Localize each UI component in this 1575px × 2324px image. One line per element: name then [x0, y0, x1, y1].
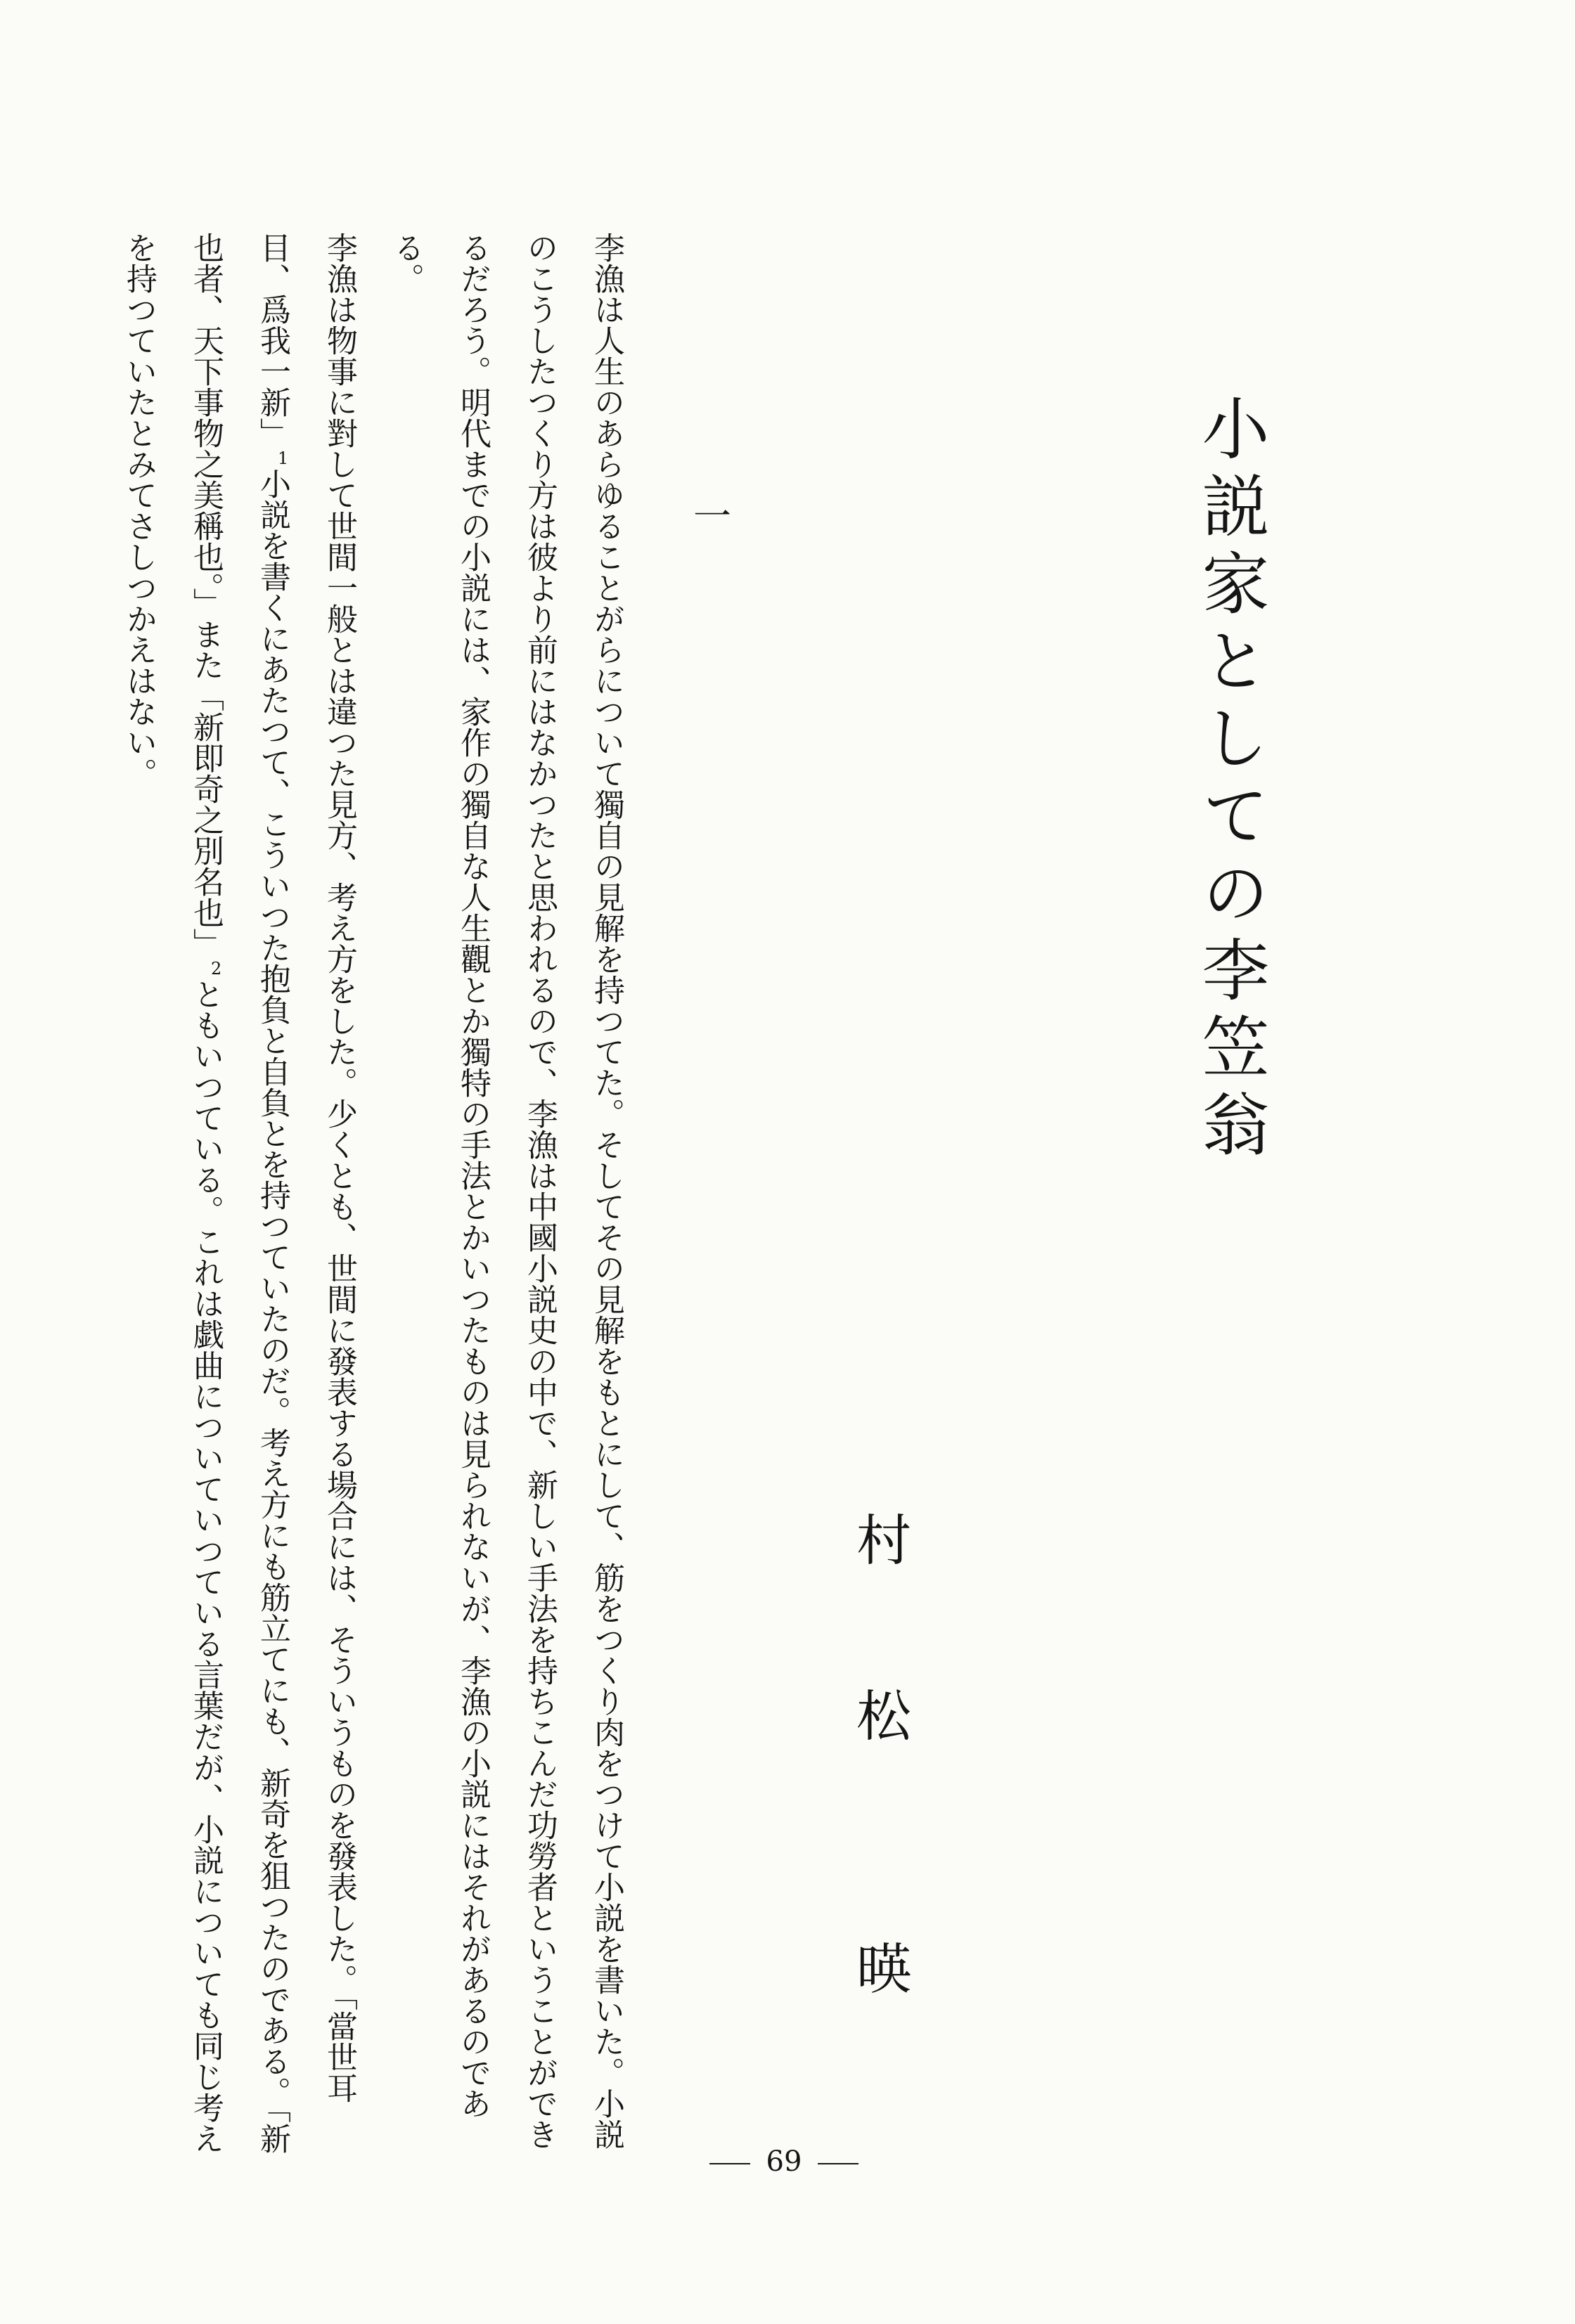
- section-number: 一: [693, 494, 731, 538]
- page-number-value: 69: [766, 2145, 802, 2178]
- footnote-marker: 1: [273, 448, 293, 468]
- author-name: [847, 1511, 911, 2003]
- article-title: 小説家としての李笠翁: [1191, 394, 1270, 1167]
- author-char-2: 松: [847, 1687, 911, 1742]
- body-text: [120, 232, 640, 2158]
- footnote-marker: 2: [206, 959, 226, 979]
- page-number-right-dash: [818, 2163, 859, 2164]
- paragraph-segment: 小説を書くにあたつて、こういつた抱負と自負とを持つていたのだ。考え方にも筋立てにも、新奇を狙つたのである。「新也者、天下事物之美稱也。」また「新即奇之別名也」: [188, 232, 290, 2154]
- author-char-3: 暎: [847, 1940, 911, 1995]
- paragraph-segment: ともいつている。これは戯曲についていつている言葉だが、小説についても同じ考えを持つていたとみてさしつかえはない。: [121, 232, 224, 2154]
- page-number: [700, 2137, 868, 2186]
- paragraph-segment: 李漁は物事に對して世間一般とは違つた見方、考え方をした。少くとも、世間に發表する場合には、そういうものを發表した。「當世耳目、爲我一新」: [255, 232, 357, 2103]
- author-char-1: 村: [847, 1511, 911, 1566]
- paragraph: [105, 232, 373, 2158]
- page-number-left-dash: [709, 2163, 750, 2164]
- paragraph: 李漁は人生のあらゆることがらについて獨自の見解を持つてた。そしてその見解をもとにして、筋をつくり肉をつけて小説を書いた。小説のこうしたつくり方は彼より前にはなかつたと思われるので、李漁は中國小説史の中で、新しい手法を持ちこんだ功勞者ということができるだろう。明代までの小説には、家作の獨自な人生觀とか獨特の手法とかいつたものは見られないが、李漁の小説にはそれがあるのである。: [388, 232, 624, 2150]
